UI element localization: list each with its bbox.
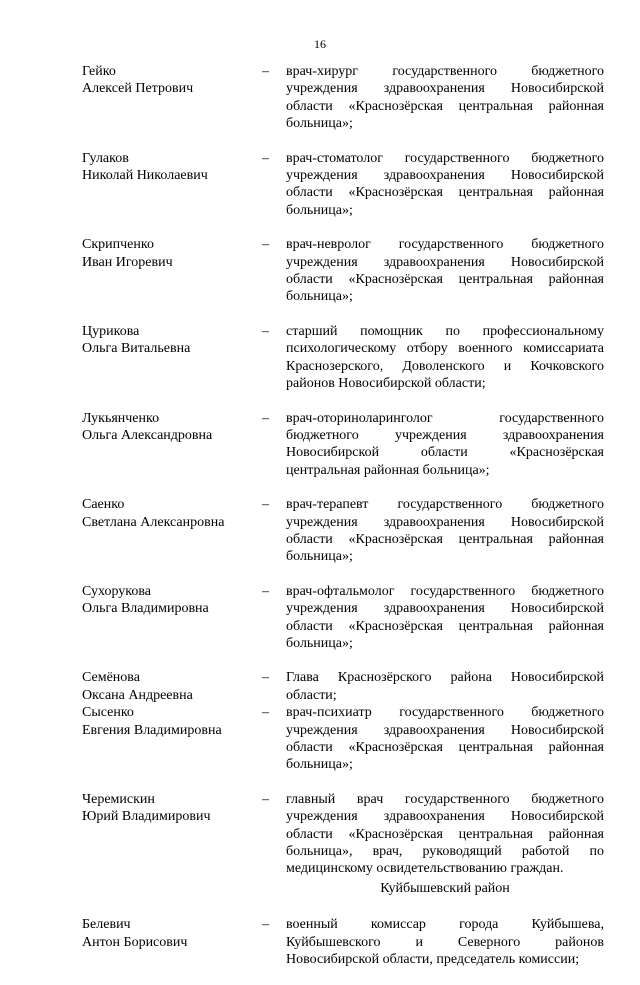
member-surname: Гейко (82, 64, 116, 79)
member-given-names: Оксана Андреевна (82, 687, 193, 703)
member-role: главный врач государственного бюджетного учреждения здравоохранения Новосибирской области «Краснозёрская центральная районная больница», врач, руководящий работой по медицинскому освидетельствованию граждан. (286, 791, 604, 877)
list-item (82, 323, 604, 393)
member-role: врач-офтальмолог государственного бюджетного учреждения здравоохранения Новосибирской области «Краснозёрская центральная районная больница»; (286, 583, 604, 651)
member-surname: Семёнова (82, 670, 140, 686)
member-role: врач-терапевт государственного бюджетного учреждения здравоохранения Новосибирской области «Краснозёрская центральная районная больница»; (286, 497, 604, 565)
member-role: военный комиссар города Куйбышева, Куйбышевского и Северного районов Новосибирской области, председатель комиссии; (286, 917, 604, 968)
dash-separator: – (262, 323, 269, 339)
list-item (82, 583, 604, 653)
member-given-names: Ольга Витальевна (82, 341, 191, 357)
member-name (82, 916, 262, 968)
member-surname: Сухорукова (82, 583, 152, 599)
member-given-names: Ольга Владимировна (82, 601, 209, 617)
member-name (82, 704, 262, 774)
member-given-names: Иван Игоревич (82, 254, 173, 270)
member-name (82, 496, 262, 566)
member-given-names: Евгения Владимировна (82, 722, 222, 738)
member-given-names: Алексей Петрович (82, 81, 194, 97)
dash-separator: – (262, 583, 269, 599)
list-item (82, 236, 604, 306)
list-item (82, 63, 604, 133)
member-role: врач-оториноларинголог государственного бюджетного учреждения здравоохранения Новосибирской области «Краснозёрская центральная районная больница»; (286, 410, 604, 478)
member-role: старший помощник по профессиональному психологическому отбору военного комиссариата Краснозерского, Доволенского и Кочковского районов Новосибирской области; (286, 323, 604, 392)
member-given-names: Юрий Владимирович (82, 809, 211, 825)
list-item (82, 496, 604, 566)
member-surname: Черемискин (82, 791, 155, 807)
member-surname: Лукьянченко (82, 410, 160, 426)
dash-separator: – (262, 410, 269, 426)
dash-separator: – (262, 237, 269, 253)
member-name (82, 236, 262, 306)
member-given-names: Светлана Алексанровна (82, 514, 225, 530)
page-number: 16 (314, 37, 326, 51)
dash-separator: – (262, 791, 269, 807)
member-name (82, 63, 262, 133)
list-item (82, 150, 604, 220)
dash-separator: – (262, 705, 269, 721)
dash-separator: – (262, 64, 269, 79)
member-surname: Белевич (82, 917, 131, 933)
member-role: врач-хирург государственного бюджетного учреждения здравоохранения Новосибирской области «Краснозёрская центральная районная больница»; (286, 64, 604, 132)
member-name (82, 150, 262, 220)
member-name (82, 583, 262, 653)
commission-list (82, 63, 604, 985)
list-item (82, 669, 604, 704)
member-given-names: Ольга Александровна (82, 427, 213, 443)
list-item (82, 410, 604, 480)
member-surname: Цурикова (82, 323, 140, 339)
member-name (82, 323, 262, 393)
member-surname: Саенко (82, 497, 125, 513)
member-role: врач-невролог государственного бюджетного учреждения здравоохранения Новосибирской области «Краснозёрская центральная районная больница»; (286, 237, 604, 305)
member-name (82, 410, 262, 480)
district-section-header (82, 880, 604, 897)
member-given-names: Антон Борисович (82, 934, 188, 950)
member-surname: Гулаков (82, 150, 129, 166)
member-role: Глава Краснозёрского района Новосибирской области; (286, 670, 604, 703)
member-surname: Сысенко (82, 705, 134, 721)
member-name (82, 791, 262, 878)
list-item (82, 916, 604, 968)
list-item (82, 791, 604, 878)
district-title: Куйбышевский район (380, 880, 510, 896)
member-role: врач-стоматолог государственного бюджетного учреждения здравоохранения Новосибирской области «Краснозёрская центральная районная больница»; (286, 150, 604, 218)
dash-separator: – (262, 497, 269, 513)
dash-separator: – (262, 917, 269, 933)
member-role: врач-психиатр государственного бюджетного учреждения здравоохранения Новосибирской области «Краснозёрская центральная районная больница»; (286, 705, 604, 773)
dash-separator: – (262, 670, 269, 686)
list-item (82, 704, 604, 774)
member-name (82, 669, 262, 704)
member-given-names: Николай Николаевич (82, 168, 208, 184)
member-surname: Скрипченко (82, 237, 154, 253)
dash-separator: – (262, 150, 269, 166)
